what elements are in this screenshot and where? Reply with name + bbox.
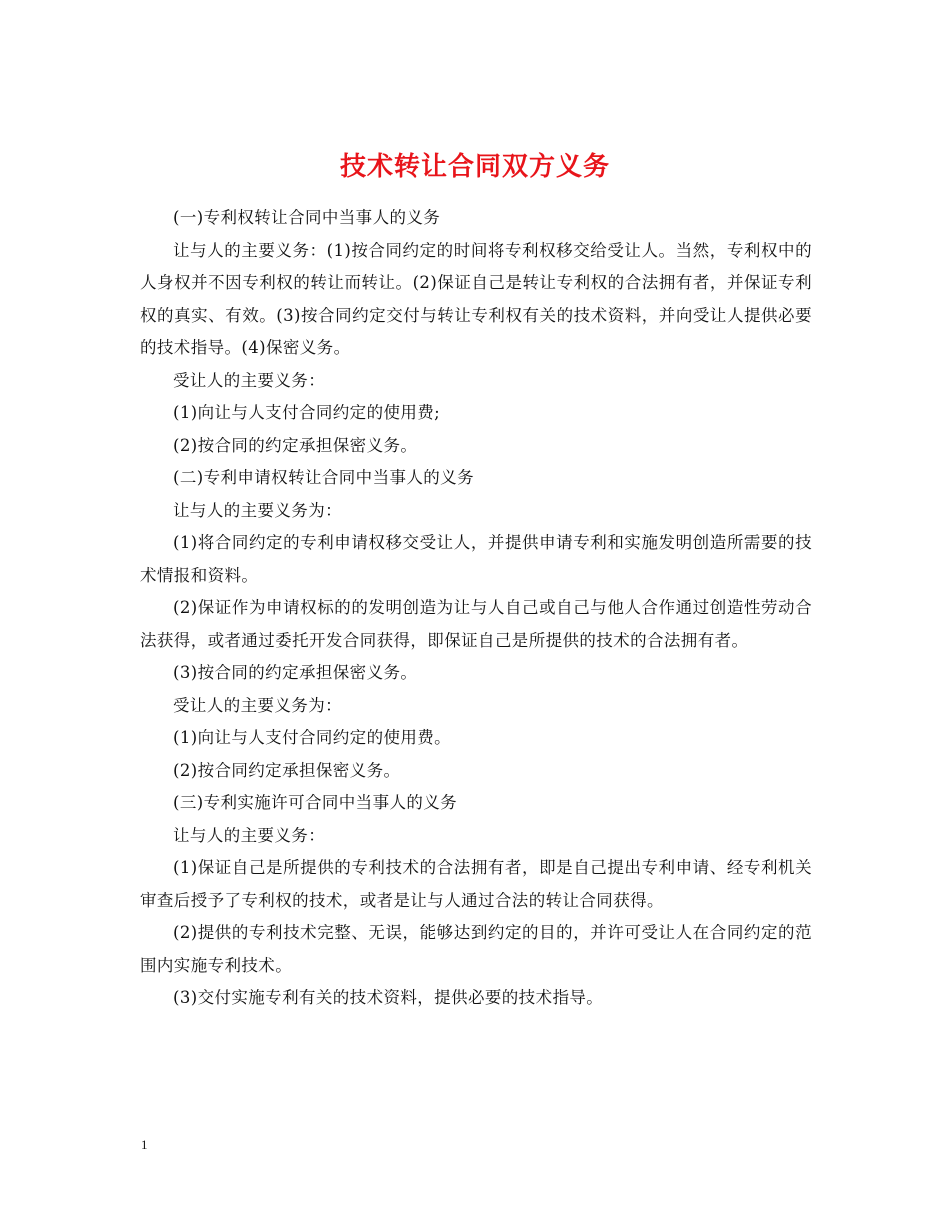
paragraph: 让与人的主要义务： [173, 825, 326, 845]
paragraph: (2)提供的专利技术完整、无误，能够达到约定的目的，并许可受让人在合同约定的范围内实施专利技术。 [140, 923, 812, 975]
page-number: 1 [141, 1137, 148, 1152]
document-title: 技术转让合同双方义务 [339, 152, 610, 183]
paragraph: (三)专利实施许可合同中当事人的义务 [173, 793, 458, 812]
paragraph: (2)保证作为申请权标的的发明创造为让与人自己或自己与他人合作通过创造性劳动合法获得，或者通过委托开发合同获得，即保证自己是所提供的技术的合法拥有者。 [140, 598, 812, 650]
paragraph: 受让人的主要义务： [173, 370, 326, 390]
paragraph: (1)向让与人支付合同约定的使用费。 [173, 728, 452, 747]
paragraph: (1)将合同约定的专利申请权移交受让人，并提供申请专利和实施发明创造所需要的技术情报和资料。 [140, 533, 812, 585]
paragraph: (2)按合同约定承担保密义务。 [173, 760, 401, 780]
paragraph: (一)专利权转让合同中当事人的义务 [173, 208, 441, 227]
paragraph: 受让人的主要义务为： [173, 695, 342, 715]
paragraph: 让与人的主要义务为： [173, 500, 342, 520]
paragraph: (1)向让与人支付合同约定的使用费; [173, 403, 441, 422]
document-body [140, 202, 812, 1015]
paragraph: (3)交付实施专利有关的技术资料，提供必要的技术指导。 [173, 988, 604, 1007]
paragraph: (二)专利申请权转让合同中当事人的义务 [173, 468, 474, 487]
paragraph: (3)按合同的约定承担保密义务。 [173, 663, 418, 682]
paragraph: 让与人的主要义务：(1)按合同约定的时间将专利权移交给受让人。当然，专利权中的人身权并不因专利权的转让而转让。(2)保证自己是转让专利权的合法拥有者，并保证专利权的真实、有效。(3)按合同约定交付与转让专利权有关的技术资料，并向受让人提供必要的技术指导。(4)保密义务。 [140, 240, 812, 357]
paragraph: (2)按合同的约定承担保密义务。 [173, 435, 418, 455]
paragraph: (1)保证自己是所提供的专利技术的合法拥有者，即是自己提出专利申请、经专利机关审查后授予了专利权的技术，或者是让与人通过合法的转让合同获得。 [140, 858, 812, 910]
